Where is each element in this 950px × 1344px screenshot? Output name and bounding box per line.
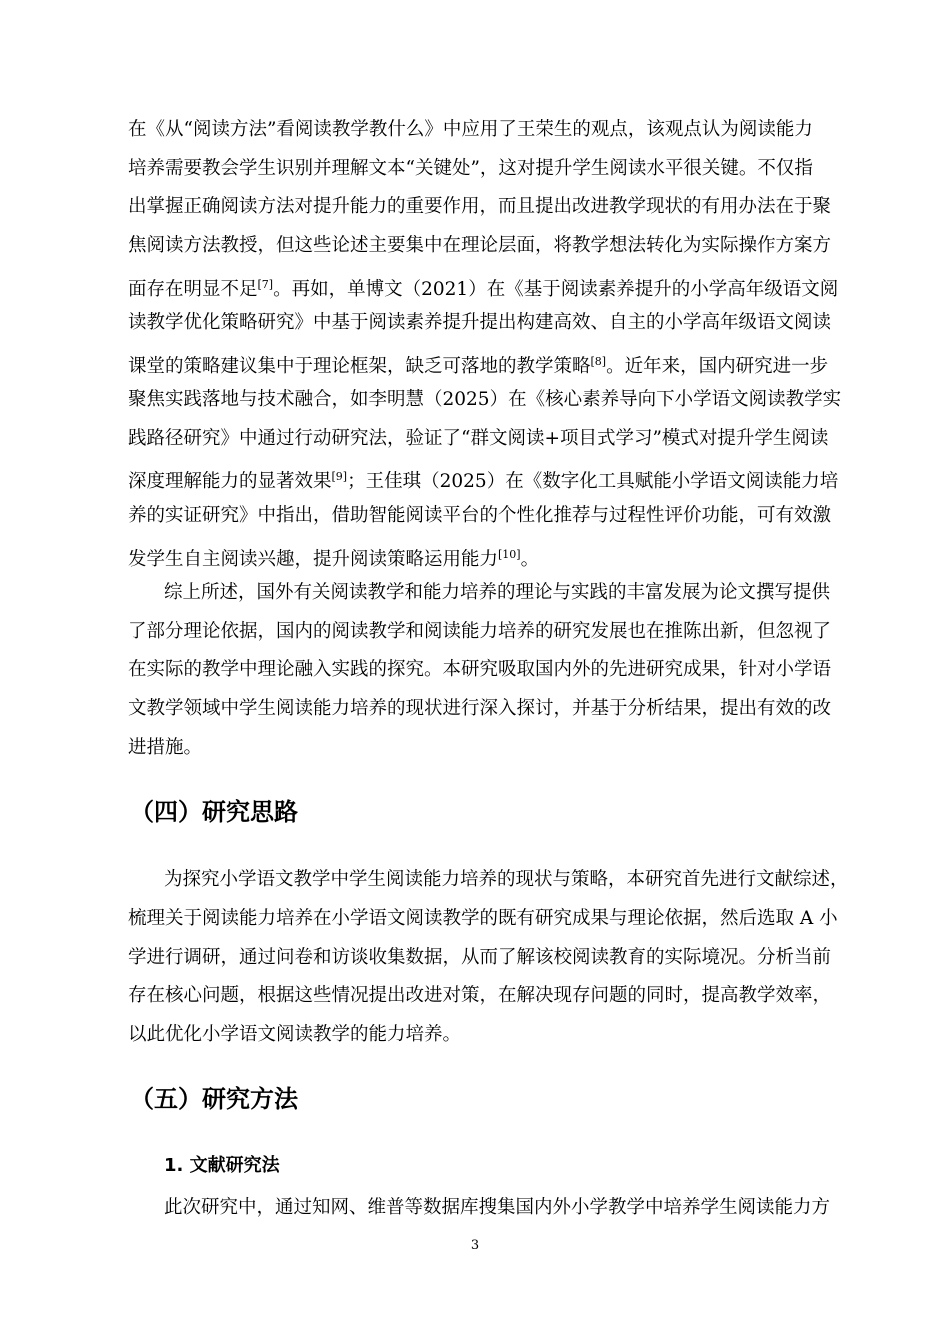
subsection-heading: 1. 文献研究法 [164, 1155, 280, 1176]
text-line: 践路径研究》中通过行动研究法，验证了“群文阅读+项目式学习”模式对提升学生阅读 [128, 428, 829, 449]
text-line: 聚焦实践落地与技术融合，如李明慧（2025）在《核心素养导向下小学语文阅读教学实 [128, 389, 842, 410]
text-line [128, 463, 860, 491]
text-line: 存在核心问题，根据这些情况提出改进对策，在解决现存问题的同时，提高教学效率， [128, 985, 832, 1006]
text-line: 读教学优化策略研究》中基于阅读素养提升提出构建高效、自主的小学高年级语文阅读 [128, 312, 832, 333]
text-line: 了部分理论依据，国内的阅读教学和阅读能力培养的研究发展也在推陈出新，但忽视了 [128, 621, 832, 642]
text-segment: ；王佳琪（2025）在《数字化工具赋能小学语文阅读能力培 [347, 471, 839, 491]
page-number: 3 [470, 1238, 480, 1253]
text-line: 学进行调研，通过问卷和访谈收集数据，从而了解该校阅读教育的实际境况。分析当前 [128, 947, 832, 968]
section-heading: （五）研究方法 [130, 1085, 298, 1113]
text-line [128, 271, 860, 299]
citation-ref: [10] [498, 548, 521, 561]
citation-ref: [8] [590, 355, 607, 368]
text-line: 文教学领域中学生阅读能力培养的现状进行深入探讨，并基于分析结果，提出有效的改 [128, 698, 832, 719]
text-segment: 课堂的策略建议集中于理论框架，缺乏可落地的教学策略 [128, 356, 591, 376]
text-line: 梳理关于阅读能力培养在小学语文阅读教学的既有研究成果与理论依据，然后选取 A 小 [128, 908, 838, 929]
text-line: 进措施。 [128, 737, 203, 758]
text-line: 出掌握正确阅读方法对提升能力的重要作用，而且提出改进教学现状的有用办法在于聚 [128, 196, 832, 217]
text-line: 综上所述，国外有关阅读教学和能力培养的理论与实践的丰富发展为论文撰写提供 [164, 582, 831, 603]
text-line: 此次研究中，通过知网、维普等数据库搜集国内外小学教学中培养学生阅读能力方 [164, 1197, 831, 1218]
text-line: 培养需要教会学生识别并理解文本“关键处”，这对提升学生阅读水平很关键。不仅指 [128, 158, 813, 179]
text-line: 在《从“阅读方法”看阅读教学教什么》中应用了王荣生的观点，该观点认为阅读能力 [128, 119, 813, 140]
text-line: 养的实证研究》中指出，借助智能阅读平台的个性化推荐与过程性评价功能，可有效激 [128, 505, 832, 526]
text-line: 在实际的教学中理论融入实践的探究。本研究吸取国内外的先进研究成果，针对小学语 [128, 659, 832, 680]
section-heading: （四）研究思路 [130, 798, 298, 826]
text-segment: 。再如，单博文（2021）在《基于阅读素养提升的小学高年级语文阅 [273, 279, 839, 299]
text-segment: 深度理解能力的显著效果 [128, 471, 332, 491]
citation-ref: [7] [257, 278, 274, 291]
text-segment: 发学生自主阅读兴趣，提升阅读策略运用能力 [128, 549, 499, 569]
text-line: 焦阅读方法教授，但这些论述主要集中在理论层面，将教学想法转化为实际操作方案方 [128, 235, 832, 256]
text-line [128, 541, 860, 569]
text-line [128, 348, 860, 376]
text-segment: 。近年来，国内研究进一步 [606, 356, 829, 376]
text-line: 以此优化小学语文阅读教学的能力培养。 [128, 1024, 462, 1045]
text-line: 为探究小学语文教学中学生阅读能力培养的现状与策略，本研究首先进行文献综述， [164, 869, 849, 890]
citation-ref: [9] [331, 470, 348, 483]
text-segment: 。 [520, 549, 540, 569]
text-segment: 面存在明显不足 [128, 279, 258, 299]
